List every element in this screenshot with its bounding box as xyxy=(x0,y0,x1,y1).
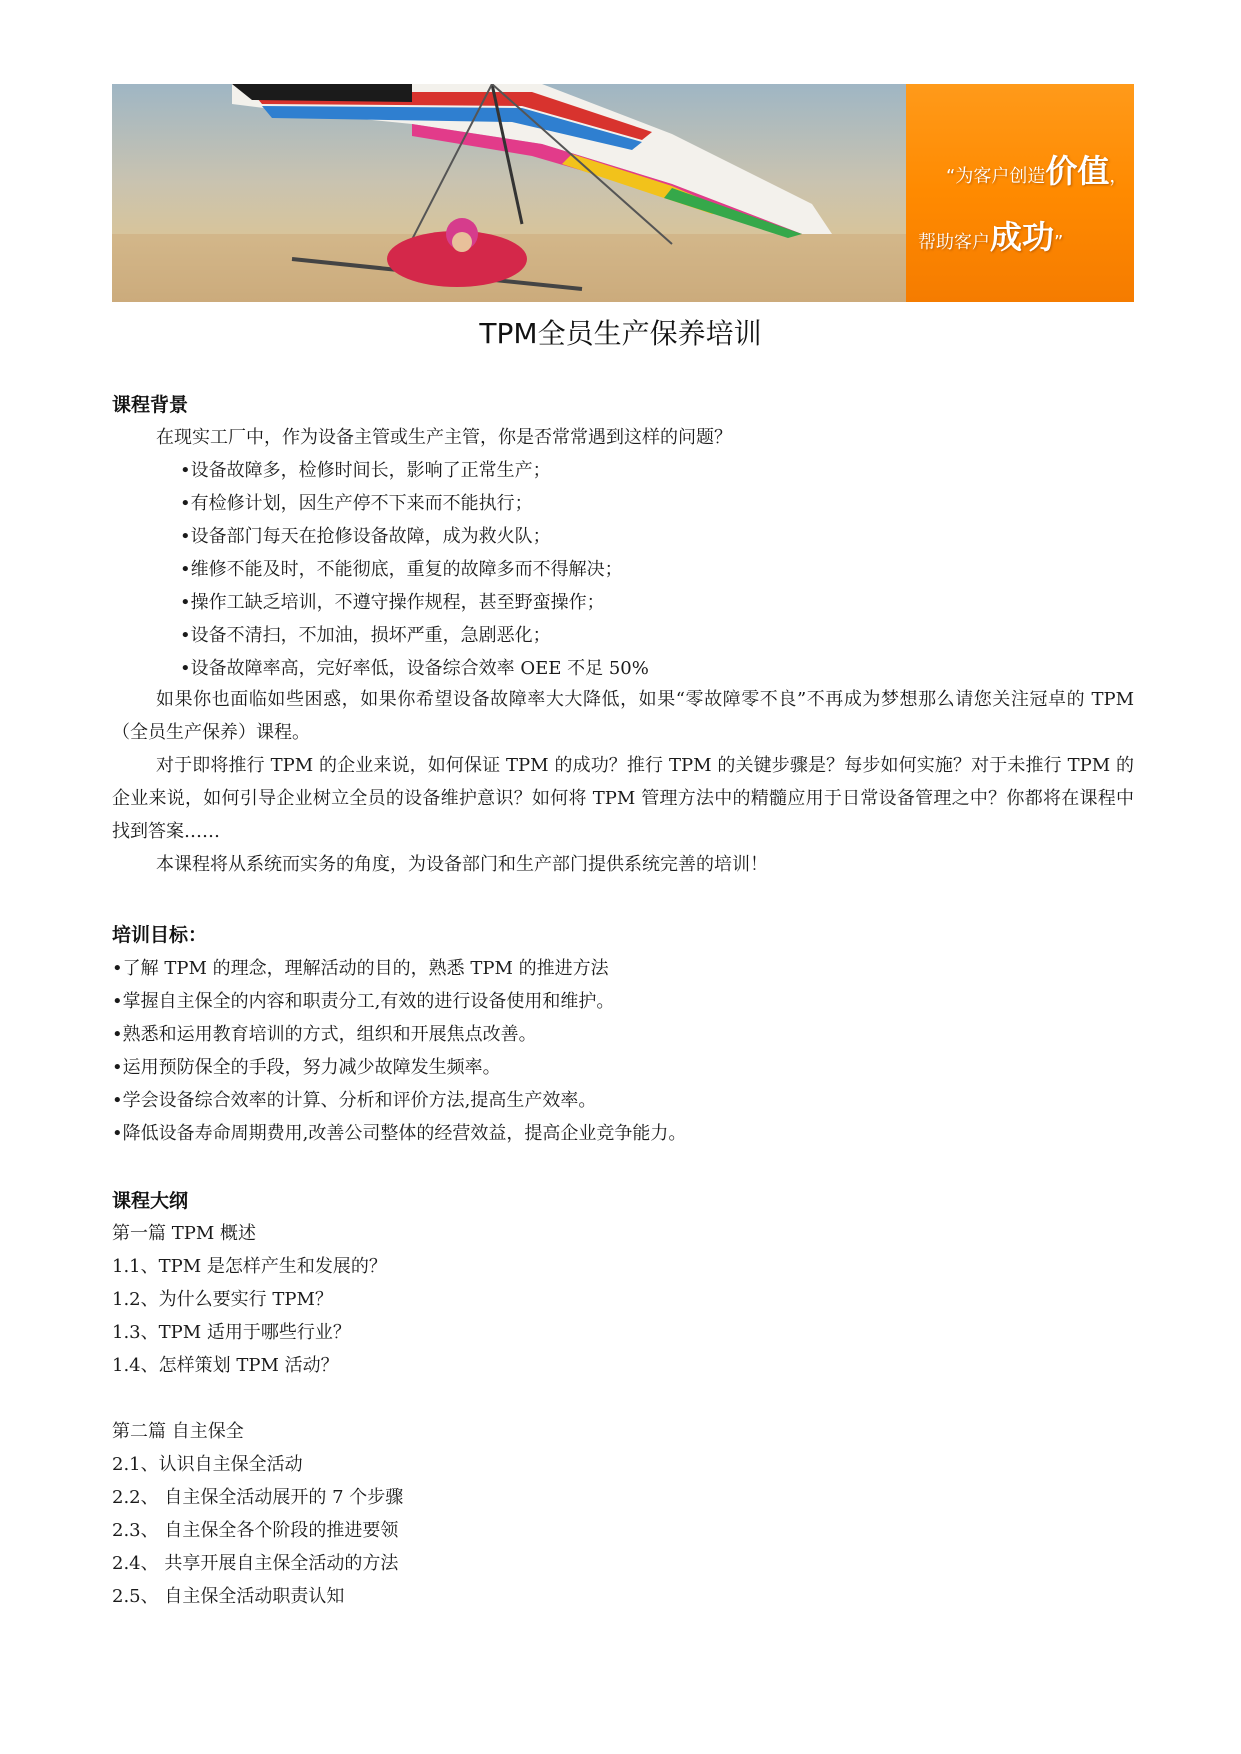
objective-item: •学会设备综合效率的计算、分析和评价方法,提高生产效率。 xyxy=(112,1090,597,1111)
outline-item: 2.1、认识自主保全活动 xyxy=(112,1454,303,1475)
background-bullet: •操作工缺乏培训，不遵守操作规程，甚至野蛮操作； xyxy=(180,592,605,613)
outline-item: 1.4、怎样策划 TPM 活动？ xyxy=(112,1355,339,1376)
document-title: TPM全员生产保养培训 xyxy=(479,317,762,350)
background-bullet: •设备部门每天在抢修设备故障，成为救火队； xyxy=(180,526,551,547)
outline-item: 2.3、 自主保全各个阶段的推进要领 xyxy=(112,1520,399,1541)
objective-item: •运用预防保全的手段，努力减少故障发生频率。 xyxy=(112,1057,501,1078)
outline-part-title: 第二篇 自主保全 xyxy=(112,1421,244,1442)
hang-glider-illustration xyxy=(112,84,906,302)
outline-item: 1.3、TPM 适用于哪些行业？ xyxy=(112,1322,351,1343)
background-paragraph: 本课程将从系统而实务的角度，为设备部门和生产部门提供系统完善的培训！ xyxy=(156,854,768,875)
hang-glider-photo xyxy=(112,84,906,302)
outline-item: 1.2、为什么要实行 TPM？ xyxy=(112,1289,333,1310)
background-paragraph: 如果你也面临如些困惑，如果你希望设备故障率大大降低，如果“零故障零不良”不再成为梦想那么请您关注冠卓的 TPM（全员生产保养）课程。 xyxy=(112,689,1134,743)
outline-item: 2.2、 自主保全活动展开的 7 个步骤 xyxy=(112,1487,404,1508)
background-intro: 在现实工厂中，作为设备主管或生产主管，你是否常常遇到这样的问题？ xyxy=(156,427,732,448)
slogan-panel xyxy=(906,84,1134,302)
background-paragraph: 对于即将推行 TPM 的企业来说，如何保证 TPM 的成功？推行 TPM 的关键步骤是？每步如何实施？对于未推行 TPM 的企业来说，如何引导企业树立全员的设备维护意识？如何将 TPM 管理方法中的精髓应用于日常设备管理之中？你都将在课程中找到答案…… xyxy=(112,755,1134,842)
background-bullet: •设备故障多，检修时间长，影响了正常生产； xyxy=(180,460,551,481)
outline-part-title: 第一篇 TPM 概述 xyxy=(112,1223,256,1244)
outline-item: 1.1、TPM 是怎样产生和发展的？ xyxy=(112,1256,387,1277)
background-bullet: •设备故障率高，完好率低，设备综合效率 OEE 不足 50% xyxy=(180,658,649,679)
outline-item: 2.5、 自主保全活动职责认知 xyxy=(112,1586,345,1607)
objective-item: •了解 TPM 的理念，理解活动的目的，熟悉 TPM 的推进方法 xyxy=(112,958,609,979)
background-bullet: •有检修计划，因生产停不下来而不能执行； xyxy=(180,493,533,514)
background-bullet: •设备不清扫，不加油，损坏严重，急剧恶化； xyxy=(180,625,551,646)
outline-item: 2.4、 共享开展自主保全活动的方法 xyxy=(112,1553,399,1574)
objective-item: •降低设备寿命周期费用,改善公司整体的经营效益，提高企业竞争能力。 xyxy=(112,1123,687,1144)
objectives-heading: 培训目标： xyxy=(112,924,208,946)
slogan-line-2: 帮助客户成功” xyxy=(918,218,1064,256)
slogan-line-1: “为客户创造价值， xyxy=(946,152,1128,190)
objective-item: •熟悉和运用教育培训的方式，组织和开展焦点改善。 xyxy=(112,1024,537,1045)
background-heading: 课程背景 xyxy=(112,394,189,416)
outline-heading: 课程大纲 xyxy=(112,1190,189,1212)
objective-item: •掌握自主保全的内容和职责分工,有效的进行设备使用和维护。 xyxy=(112,991,615,1012)
banner xyxy=(112,84,1134,302)
background-bullet: •维修不能及时，不能彻底，重复的故障多而不得解决； xyxy=(180,559,623,580)
